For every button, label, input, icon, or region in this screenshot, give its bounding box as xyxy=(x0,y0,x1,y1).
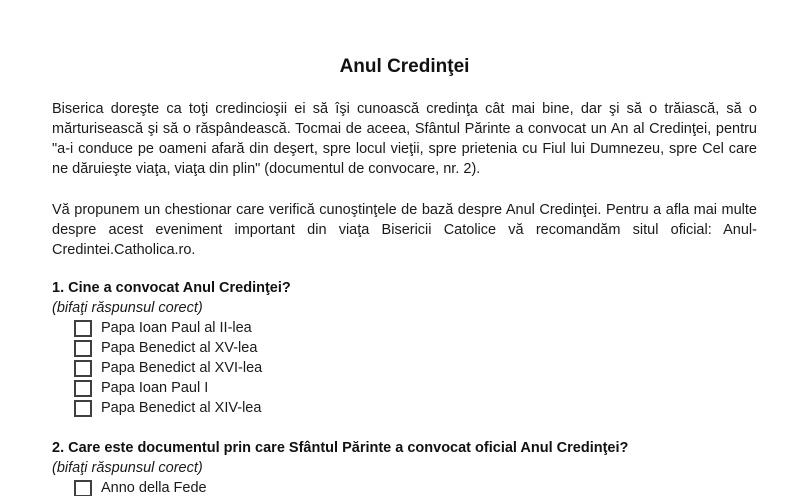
question-1-option-row-4[interactable] xyxy=(52,378,757,398)
checkbox-icon[interactable] xyxy=(74,400,92,417)
question-1 xyxy=(52,278,757,418)
intro-paragraph-2: Vă propunem un chestionar care verifică cunoştinţele de bază despre Anul Credinţei. Pentru a afla mai multe despre acest eveniment important din viaţa Bisericii Catolice vă recomandăm situl oficial: Anul-Credintei.Catholica.ro. xyxy=(52,202,757,258)
option-label: Papa Benedict al XV-lea xyxy=(101,340,258,356)
question-2-instruction: (bifaţi răspunsul corect) xyxy=(52,460,203,476)
question-1-instruction: (bifaţi răspunsul corect) xyxy=(52,300,203,316)
checkbox-icon[interactable] xyxy=(74,380,92,397)
question-1-option-row-3[interactable] xyxy=(52,358,757,378)
option-label: Papa Benedict al XVI-lea xyxy=(101,360,263,376)
option-label: Papa Ioan Paul al II-lea xyxy=(101,320,252,336)
option-label: Papa Benedict al XIV-lea xyxy=(101,400,262,416)
intro-paragraph-1: Biserica doreşte ca toţi credincioşii ei să îşi cunoască credinţa cât mai bine, dar şi să o trăiască, să o mărturisească şi să o răspândească. Tocmai de aceea, Sfântul Părinte a convocat un An al Credinţei, pentru "a-i conduce pe oameni afară din deşert, spre locul vieţii, spre prietenia cu Fiul lui Dumnezeu, spre Cel care ne dăruieşte viaţa, viaţa din plin" (documentul de convocare, nr. 2). xyxy=(52,101,757,177)
question-1-option-row-2[interactable] xyxy=(52,338,757,358)
page-title: Anul Credinţei xyxy=(339,56,470,77)
question-1-title: 1. Cine a convocat Anul Credinţei? xyxy=(52,280,291,296)
checkbox-icon[interactable] xyxy=(74,320,92,337)
checkbox-icon[interactable] xyxy=(74,480,92,496)
question-2-option-row-1[interactable] xyxy=(52,478,757,496)
question-1-option-row-5[interactable] xyxy=(52,398,757,418)
checkbox-icon[interactable] xyxy=(74,340,92,357)
option-label: Anno della Fede xyxy=(101,480,207,496)
question-2 xyxy=(52,438,757,496)
checkbox-icon[interactable] xyxy=(74,360,92,377)
question-2-title: 2. Care este documentul prin care Sfântul Părinte a convocat oficial Anul Credinţei? xyxy=(52,440,629,456)
question-1-option-row-1[interactable] xyxy=(52,318,757,338)
option-label: Papa Ioan Paul I xyxy=(101,380,209,396)
